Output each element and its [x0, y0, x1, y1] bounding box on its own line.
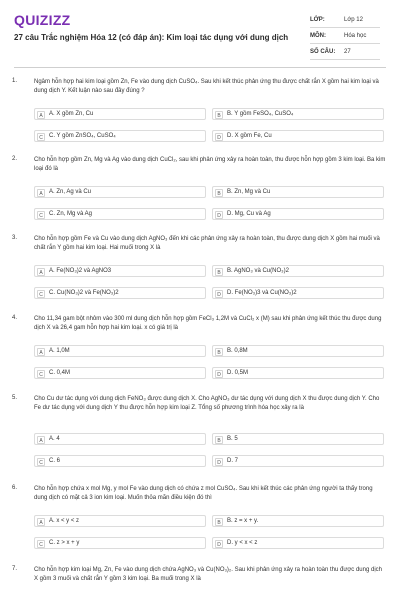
- option-letter: A: [37, 436, 45, 444]
- option-letter: B: [215, 518, 223, 526]
- option-letter: A: [37, 518, 45, 526]
- question-text: Cho hỗn hợp chứa x mol Mg, y mol Fe vào dung dịch có chứa z mol CuSO₄. Sau khi kết thúc các phản ứng người ta thấy trong dung dịch có mặt cả 3 ion kim loại. Muốn thỏa mãn điều kiện đó thì: [34, 486, 373, 501]
- meta-label: SỐ CÂU:: [310, 48, 336, 55]
- meta-value: 27: [344, 48, 351, 55]
- meta-row-subject: [310, 28, 380, 44]
- option-letter: B: [215, 268, 223, 276]
- option-text: D. Fe(NO₃)3 và Cu(NO₃)2: [227, 290, 297, 296]
- option-d[interactable]: [212, 130, 384, 142]
- option-letter: B: [215, 348, 223, 356]
- option-text: D. 7: [227, 458, 239, 464]
- worksheet-header: [0, 0, 400, 70]
- option-a[interactable]: [34, 108, 206, 120]
- option-letter: A: [37, 111, 45, 119]
- option-letter: A: [37, 348, 45, 356]
- option-b[interactable]: [212, 515, 384, 527]
- meta-label: LỚP:: [310, 16, 325, 23]
- meta-label: MÔN:: [310, 32, 326, 39]
- header-divider: [14, 67, 386, 68]
- option-text: D. X gồm Fe, Cu: [227, 133, 272, 139]
- option-text: D. Mg, Cu và Ag: [227, 211, 271, 217]
- worksheet-title: 27 câu Trắc nghiệm Hóa 12 (có đáp án): Kim loại tác dụng với dung dịch: [14, 33, 289, 42]
- option-text: A. x < y < z: [49, 518, 80, 524]
- option-c[interactable]: [34, 537, 206, 549]
- option-a[interactable]: [34, 186, 206, 198]
- question-number: 5.: [12, 395, 18, 401]
- option-letter: D: [215, 290, 223, 298]
- option-a[interactable]: [34, 345, 206, 357]
- worksheet-meta: [310, 12, 380, 60]
- question-number: 4.: [12, 315, 18, 321]
- option-b[interactable]: [212, 433, 384, 445]
- option-text: C. z > x + y: [49, 540, 80, 546]
- option-letter: C: [37, 290, 45, 298]
- option-c[interactable]: [34, 287, 206, 299]
- question-number: 3.: [12, 235, 18, 241]
- quizizz-logo: QUIZIZZ: [14, 12, 71, 28]
- option-text: B. 0,8M: [227, 348, 248, 354]
- option-letter: D: [215, 458, 223, 466]
- option-text: B. Y gồm FeSO₄, CuSO₄: [227, 111, 294, 117]
- option-letter: A: [37, 268, 45, 276]
- option-b[interactable]: [212, 345, 384, 357]
- option-d[interactable]: [212, 287, 384, 299]
- option-letter: B: [215, 111, 223, 119]
- meta-row-class: [310, 12, 380, 28]
- option-letter: A: [37, 189, 45, 197]
- option-letter: C: [37, 540, 45, 548]
- question-text: Cho 11,34 gam bột nhôm vào 300 ml dung dịch hỗn hợp gồm FeCl₃ 1,2M và CuCl₂ x (M) sau khi phản ứng kết thúc thu được dung dịch X và 26,4 gam hỗn hợp hai kim loại. x có giá trị là: [34, 316, 382, 331]
- option-c[interactable]: [34, 367, 206, 379]
- option-letter: B: [215, 436, 223, 444]
- option-c[interactable]: [34, 455, 206, 467]
- option-text: A. 1,0M: [49, 348, 70, 354]
- meta-row-count: [310, 44, 380, 60]
- option-letter: C: [37, 458, 45, 466]
- meta-value: Lớp 12: [344, 16, 363, 23]
- question-number: 6.: [12, 485, 18, 491]
- option-a[interactable]: [34, 265, 206, 277]
- option-letter: D: [215, 211, 223, 219]
- option-text: A. Fe(NO₃)2 và AgNO3: [49, 268, 112, 274]
- option-text: C. Y gồm ZnSO₄, CuSO₄: [49, 133, 116, 139]
- question-text: Ngâm hỗn hợp hai kim loại gồm Zn, Fe vào dung dịch CuSO₄. Sau khi kết thúc phản ứng thu được chất rắn X gồm hai kim loại và dung dịch Y. Kết luận nào sau đây đúng ?: [34, 79, 379, 94]
- question-number: 2.: [12, 156, 18, 162]
- meta-value: Hóa học: [344, 32, 367, 39]
- option-a[interactable]: [34, 433, 206, 445]
- option-letter: D: [215, 540, 223, 548]
- option-text: C. Zn, Mg và Ag: [49, 211, 93, 217]
- option-d[interactable]: [212, 537, 384, 549]
- option-letter: C: [37, 133, 45, 141]
- option-letter: B: [215, 189, 223, 197]
- option-b[interactable]: [212, 108, 384, 120]
- option-d[interactable]: [212, 367, 384, 379]
- option-c[interactable]: [34, 130, 206, 142]
- option-text: B. 5: [227, 436, 238, 442]
- option-letter: D: [215, 370, 223, 378]
- question-number: 7.: [12, 566, 18, 572]
- option-c[interactable]: [34, 208, 206, 220]
- option-b[interactable]: [212, 186, 384, 198]
- option-text: A. Zn, Ag và Cu: [49, 189, 92, 195]
- question-text: Cho Cu dư tác dụng với dung dịch FeNO₃ được dung dịch X. Cho AgNO₃ dư tác dụng với dung dịch X thu được dung dịch Y. Cho Fe dư tác dụng với dung dịch Y thu được hỗn hợp kim loại Z. Tổng số phương trình hóa học xảy ra là: [34, 396, 380, 411]
- option-a[interactable]: [34, 515, 206, 527]
- option-text: C. Cu(NO₃)2 và Fe(NO₃)2: [49, 290, 119, 296]
- option-letter: D: [215, 133, 223, 141]
- question-number: 1.: [12, 78, 18, 84]
- option-text: C. 6: [49, 458, 61, 464]
- question-text: Cho hỗn hợp gồm Zn, Mg và Ag vào dung dịch CuCl₂, sau khi phản ứng xảy ra hoàn toàn, thu được hỗn hợp gồm 3 kim loại. Ba kim loại đó là: [34, 157, 386, 172]
- option-b[interactable]: [212, 265, 384, 277]
- question-text: Cho hỗn hợp gồm Fe và Cu vào dung dịch AgNO₃ đến khi các phản ứng xảy ra hoàn toàn, thu được dung dịch X gồm hai muối và chất rắn Y gồm hai kim loại. Hai muối trong X là: [34, 236, 380, 251]
- option-letter: C: [37, 370, 45, 378]
- option-text: B. Zn, Mg và Cu: [227, 189, 271, 195]
- option-text: C. 0,4M: [49, 370, 71, 376]
- option-text: D. y < x < z: [227, 540, 258, 546]
- option-text: A. X gồm Zn, Cu: [49, 111, 94, 117]
- option-d[interactable]: [212, 208, 384, 220]
- option-letter: C: [37, 211, 45, 219]
- option-text: D. 0,5M: [227, 370, 249, 376]
- option-text: A. 4: [49, 436, 60, 442]
- option-text: B. AgNO₃ và Cu(NO₃)2: [227, 268, 289, 274]
- question-text: Cho hỗn hợp kim loại Mg, Zn, Fe vào dung dịch chứa AgNO₃ và Cu(NO₃)₂. Sau khi phản ứng xảy ra hoàn toàn thu được dung dịch X gồm 3 muối và chất rắn Y gồm 3 kim loại. Ba muối trong X là: [34, 567, 382, 582]
- option-d[interactable]: [212, 455, 384, 467]
- option-text: B. z = x + y.: [227, 518, 259, 524]
